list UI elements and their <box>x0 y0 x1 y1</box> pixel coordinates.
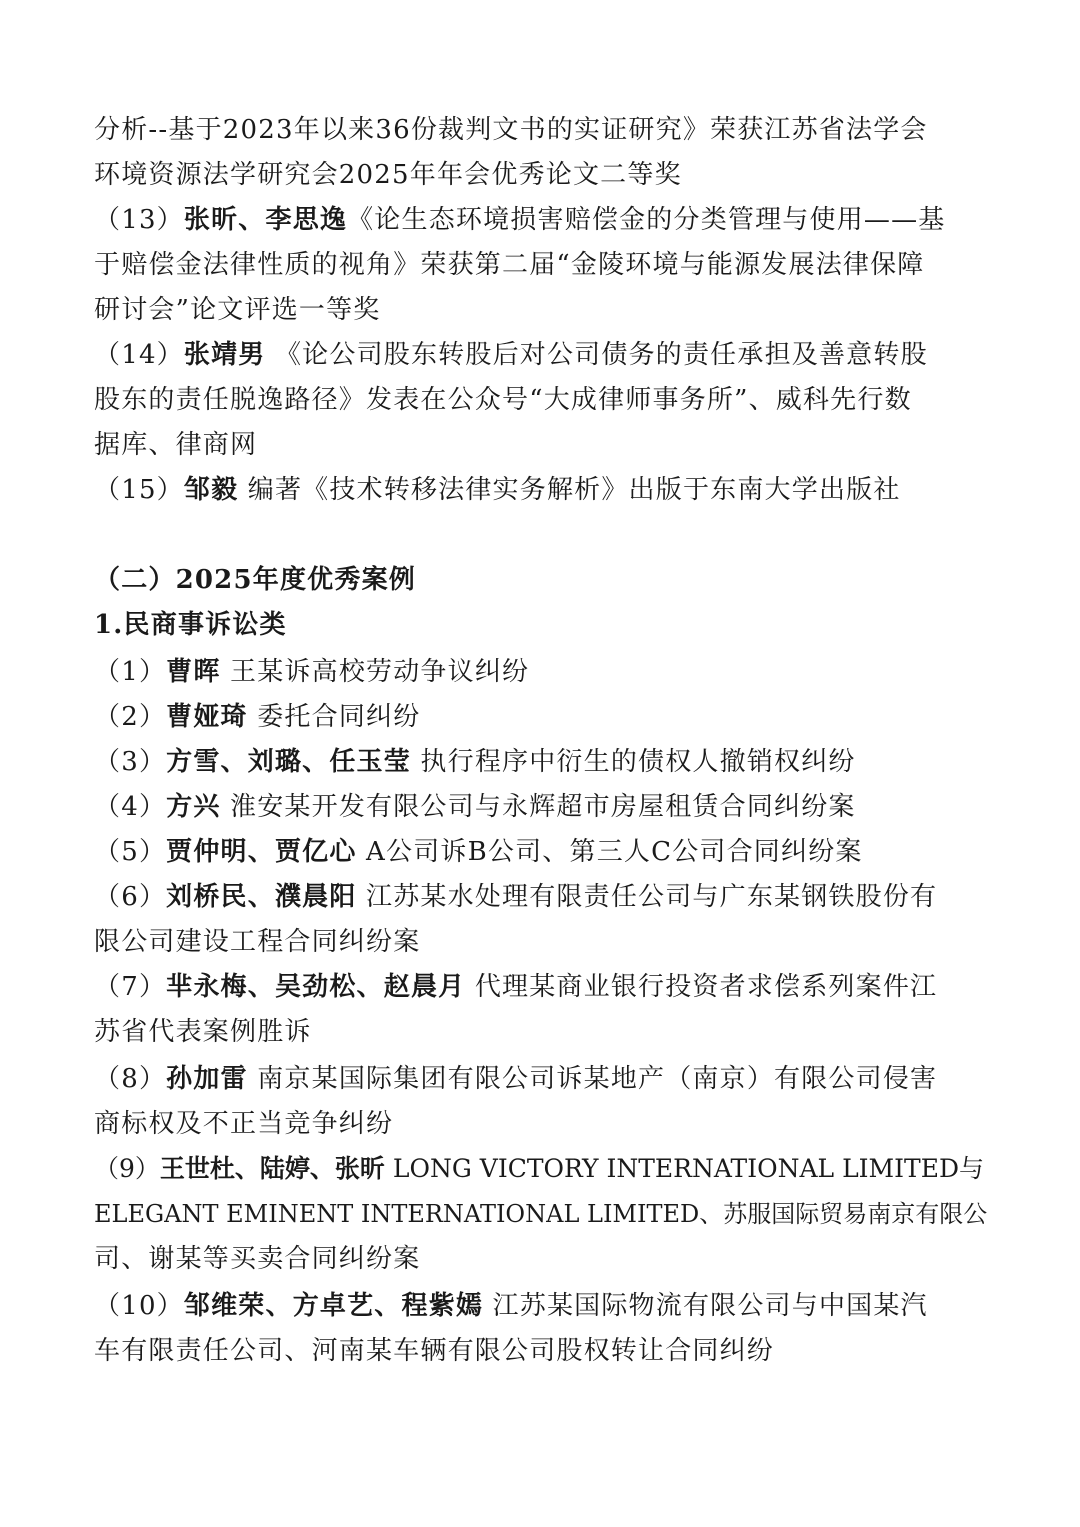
paragraph-line <box>94 248 994 282</box>
item-number: （2） <box>94 702 167 732</box>
line-text: 苏省代表案例胜诉 <box>94 1017 312 1047</box>
line-text: 限公司建设工程合同纠纷案 <box>94 927 421 957</box>
paragraph-line <box>94 383 994 417</box>
line-text: 司、谢某等买卖合同纠纷案 <box>94 1244 421 1274</box>
item-text: LONG VICTORY INTERNATIONAL LIMITED与 <box>384 1154 984 1183</box>
paragraph-line <box>94 1242 994 1276</box>
item-number: （6） <box>94 882 167 912</box>
item-text: 执行程序中衍生的债权人撤销权纠纷 <box>410 747 856 777</box>
item-number: （4） <box>94 792 167 822</box>
author-names: 孙加雷 <box>166 1064 248 1094</box>
line-text: 研讨会”论文评选一等奖 <box>94 295 381 325</box>
list-item <box>94 1152 994 1186</box>
item-number: （1） <box>94 657 167 687</box>
paragraph-line <box>94 113 994 147</box>
author-names: 方兴 <box>166 792 221 822</box>
author-names: 方雪、刘璐、任玉莹 <box>166 747 411 777</box>
line-text: 据库、律商网 <box>94 430 258 460</box>
item-text: 江苏某水处理有限责任公司与广东某钢铁股份有 <box>356 882 938 912</box>
line-text: 股东的责任脱逸路径》发表在公众号“大成律师事务所”、威科先行数 <box>94 385 912 415</box>
item-number: （14） <box>94 340 184 370</box>
paragraph-line <box>94 158 994 192</box>
item-text: 《论生态环境损害赔偿金的分类管理与使用——基 <box>347 205 946 235</box>
line-text: 环境资源法学研究会2025年年会优秀论文二等奖 <box>94 160 682 190</box>
list-item <box>94 1062 994 1096</box>
author-names: 张靖男 <box>183 340 266 370</box>
author-names: 曹晖 <box>166 657 221 687</box>
list-item <box>94 700 994 734</box>
author-names: 芈永梅、吴劲松、赵晨月 <box>166 972 466 1002</box>
author-names: 王世杜、陆婷、张昕 <box>159 1154 385 1183</box>
author-names: 张昕、李思逸 <box>183 205 348 235</box>
list-item <box>94 790 994 824</box>
line-text: 于赔偿金法律性质的视角》荣获第二届“金陵环境与能源发展法律保障 <box>94 250 925 280</box>
item-number: （10） <box>94 1291 184 1321</box>
item-number: （7） <box>94 972 167 1002</box>
item-number: （8） <box>94 1064 167 1094</box>
list-item <box>94 338 994 372</box>
item-text: 江苏某国际物流有限公司与中国某汽 <box>483 1291 928 1321</box>
item-text: 南京某国际集团有限公司诉某地产（南京）有限公司侵害 <box>247 1064 938 1094</box>
list-item <box>94 745 994 779</box>
list-item <box>94 1289 994 1323</box>
line-text: ELEGANT EMINENT INTERNATIONAL LIMITED、苏服国际贸易南京有限公 <box>94 1200 988 1228</box>
item-text: A公司诉B公司、第三人C公司合同纠纷案 <box>356 837 863 867</box>
author-names: 刘桥民、濮晨阳 <box>166 882 357 912</box>
item-text: 《论公司股东转股后对公司债务的责任承担及善意转股 <box>265 340 928 370</box>
list-item <box>94 880 994 914</box>
item-number: （13） <box>94 205 184 235</box>
paragraph-line <box>94 428 994 462</box>
author-names: 曹娅琦 <box>166 702 248 732</box>
item-text: 王某诉高校劳动争议纠纷 <box>220 657 530 687</box>
item-text: 淮安某开发有限公司与永辉超市房屋租赁合同纠纷案 <box>220 792 856 822</box>
paragraph-line <box>94 925 994 959</box>
paragraph-line <box>94 1334 994 1368</box>
item-text: 委托合同纠纷 <box>247 702 421 732</box>
section-heading <box>94 563 994 597</box>
list-item <box>94 655 994 689</box>
paragraph-line <box>94 1107 994 1141</box>
item-text: 代理某商业银行投资者求偿系列案件江 <box>465 972 938 1002</box>
paragraph-line <box>94 1197 994 1231</box>
line-text: 商标权及不正当竞争纠纷 <box>94 1109 394 1139</box>
list-item <box>94 473 994 507</box>
list-item <box>94 203 994 237</box>
heading-text: （二）2025年度优秀案例 <box>94 565 416 595</box>
list-item <box>94 970 994 1004</box>
line-text: 分析--基于2023年以来36份裁判文书的实证研究》荣获江苏省法学会 <box>94 115 928 145</box>
paragraph-line <box>94 1015 994 1049</box>
item-number: （3） <box>94 747 167 777</box>
item-number: （15） <box>94 475 184 505</box>
heading-text: 1.民商事诉讼类 <box>94 610 287 640</box>
item-number: （5） <box>94 837 167 867</box>
author-names: 邹维荣、方卓艺、程紫嫣 <box>183 1291 484 1321</box>
item-text: 编著《技术转移法律实务解析》出版于东南大学出版社 <box>238 475 901 505</box>
list-item <box>94 835 994 869</box>
paragraph-line <box>94 293 994 327</box>
line-text: 车有限责任公司、河南某车辆有限公司股权转让合同纠纷 <box>94 1336 775 1366</box>
author-names: 邹毅 <box>183 475 239 505</box>
author-names: 贾仲明、贾亿心 <box>166 837 357 867</box>
item-number: （9） <box>94 1154 160 1183</box>
subsection-heading <box>94 608 994 642</box>
